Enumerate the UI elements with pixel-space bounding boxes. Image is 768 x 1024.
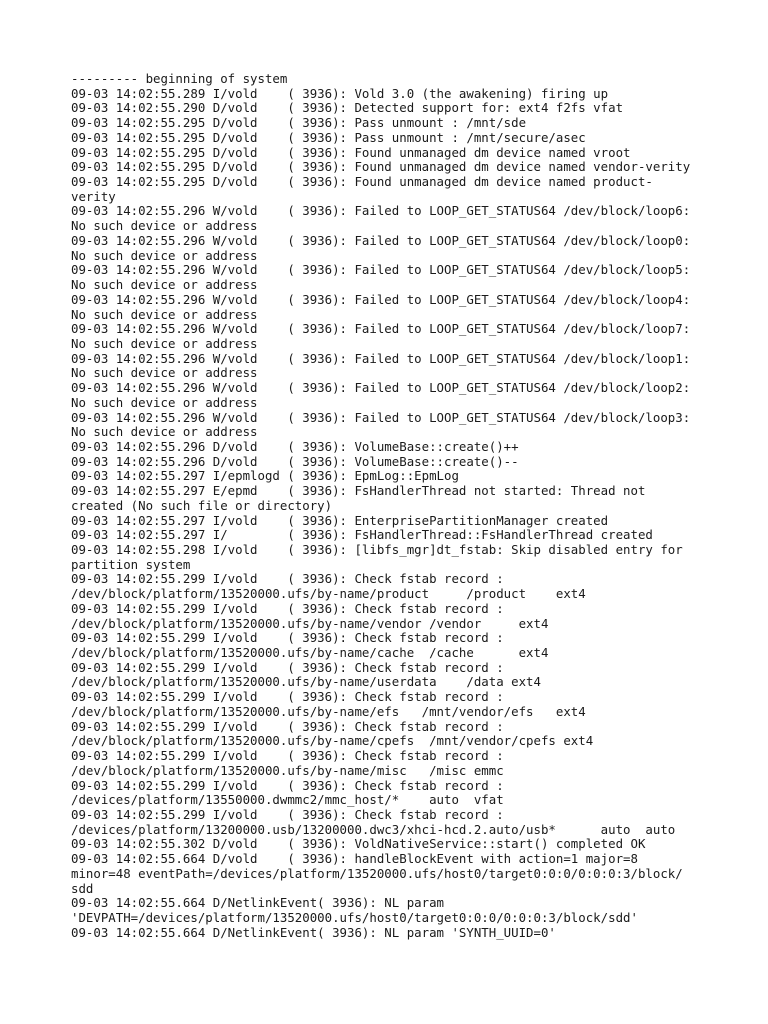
log-line: 09-03 14:02:55.299 I/vold ( 3936): Check fstab record : [71, 806, 504, 822]
log-line: 09-03 14:02:55.299 I/vold ( 3936): Check fstab record : [71, 600, 504, 616]
log-line: 09-03 14:02:55.295 D/vold ( 3936): Found unmanaged dm device named product- [71, 174, 653, 190]
log-line: 09-03 14:02:55.296 W/vold ( 3936): Failed to LOOP_GET_STATUS64 /dev/block/loop4: [71, 291, 691, 307]
log-line: No such device or address [71, 277, 258, 293]
log-line: 09-03 14:02:55.296 W/vold ( 3936): Failed to LOOP_GET_STATUS64 /dev/block/loop6: [71, 203, 691, 219]
log-line: --------- beginning of system [71, 71, 288, 86]
log-line: /dev/block/platform/13520000.ufs/by-name/product /product ext4 [71, 586, 586, 602]
log-line: 09-03 14:02:55.296 W/vold ( 3936): Failed to LOOP_GET_STATUS64 /dev/block/loop3: [71, 409, 691, 425]
log-line: /devices/platform/13550000.dwmmc2/mmc_host/* auto vfat [71, 792, 504, 808]
log-line: 09-03 14:02:55.299 I/vold ( 3936): Check fstab record : [71, 777, 504, 793]
log-line: 09-03 14:02:55.299 I/vold ( 3936): Check fstab record : [71, 630, 504, 646]
log-line: 09-03 14:02:55.296 W/vold ( 3936): Failed to LOOP_GET_STATUS64 /dev/block/loop1: [71, 350, 691, 366]
log-line: No such device or address [71, 394, 258, 410]
log-line: 09-03 14:02:55.295 D/vold ( 3936): Found unmanaged dm device named vroot [71, 144, 631, 160]
log-line: 09-03 14:02:55.664 D/vold ( 3936): handleBlockEvent with action=1 major=8 [71, 851, 638, 867]
log-line: No such device or address [71, 306, 258, 322]
log-line: minor=48 eventPath=/devices/platform/13520000.ufs/host0/target0:0:0/0:0:0:3/block/ [71, 865, 683, 881]
log-line: No such device or address [71, 247, 258, 263]
log-line: 09-03 14:02:55.298 I/vold ( 3936): [libfs_mgr]dt_fstab: Skip disabled entry for [71, 542, 683, 557]
log-line: No such device or address [71, 218, 258, 234]
log-line: No such device or address [71, 424, 258, 440]
log-line: /dev/block/platform/13520000.ufs/by-name/misc /misc emmc [71, 762, 504, 778]
log-line: /dev/block/platform/13520000.ufs/by-name/cpefs /mnt/vendor/cpefs ext4 [71, 733, 594, 749]
log-line: 09-03 14:02:55.296 W/vold ( 3936): Failed to LOOP_GET_STATUS64 /dev/block/loop2: [71, 380, 691, 396]
log-line: 09-03 14:02:55.295 D/vold ( 3936): Pass unmount : /mnt/secure/asec [71, 129, 586, 145]
log-line: 09-03 14:02:55.295 D/vold ( 3936): Pass unmount : /mnt/sde [71, 115, 527, 131]
log-line: 09-03 14:02:55.299 I/vold ( 3936): Check fstab record : [71, 748, 504, 764]
log-line: 'DEVPATH=/devices/platform/13520000.ufs/host0/target0:0:0/0:0:0:3/block/sdd' [71, 909, 638, 925]
log-line: /dev/block/platform/13520000.ufs/by-name/efs /mnt/vendor/efs ext4 [71, 703, 586, 719]
log-line: created (No such file or directory) [71, 497, 333, 513]
log-line: 09-03 14:02:55.289 I/vold ( 3936): Vold 3.0 (the awakening) firing up [71, 85, 609, 101]
log-line: 09-03 14:02:55.296 W/vold ( 3936): Failed to LOOP_GET_STATUS64 /dev/block/loop0: [71, 232, 691, 248]
log-line: 09-03 14:02:55.296 D/vold ( 3936): VolumeBase::create()++ [71, 438, 519, 454]
log-line: 09-03 14:02:55.297 I/ ( 3936): FsHandlerThread::FsHandlerThread created [71, 527, 653, 543]
log-line: 09-03 14:02:55.296 D/vold ( 3936): VolumeBase::create()-- [71, 453, 519, 469]
log-line: 09-03 14:02:55.299 I/vold ( 3936): Check fstab record : [71, 571, 504, 587]
log-line: partition system [71, 556, 191, 572]
log-line: sdd [71, 880, 94, 896]
log-line: 09-03 14:02:55.664 D/NetlinkEvent( 3936): NL param [71, 895, 444, 911]
log-line: 09-03 14:02:55.295 D/vold ( 3936): Found unmanaged dm device named vendor-verity [71, 159, 691, 175]
log-line: 09-03 14:02:55.299 I/vold ( 3936): Check fstab record : [71, 718, 504, 734]
log-line: verity [71, 188, 116, 204]
log-line: 09-03 14:02:55.297 I/vold ( 3936): EnterprisePartitionManager created [71, 512, 609, 528]
log-line: /dev/block/platform/13520000.ufs/by-name/cache /cache ext4 [71, 645, 549, 661]
log-line: 09-03 14:02:55.297 E/epmd ( 3936): FsHandlerThread not started: Thread not [71, 483, 646, 499]
log-line: No such device or address [71, 335, 258, 351]
log-line: /devices/platform/13200000.usb/13200000.dwc3/xhci-hcd.2.auto/usb* auto auto [71, 821, 676, 837]
log-text-block [71, 72, 711, 940]
log-line: 09-03 14:02:55.299 I/vold ( 3936): Check fstab record : [71, 689, 504, 705]
log-line: No such device or address [71, 365, 258, 381]
log-line: 09-03 14:02:55.299 I/vold ( 3936): Check fstab record : [71, 659, 504, 675]
log-document [71, 72, 711, 940]
log-line: 09-03 14:02:55.297 I/epmlogd ( 3936): EpmLog::EpmLog [71, 468, 459, 484]
log-line: 09-03 14:02:55.664 D/NetlinkEvent( 3936): NL param 'SYNTH_UUID=0' [71, 924, 556, 940]
log-line: /dev/block/platform/13520000.ufs/by-name/vendor /vendor ext4 [71, 615, 549, 631]
log-line: /dev/block/platform/13520000.ufs/by-name/userdata /data ext4 [71, 674, 541, 690]
log-line: 09-03 14:02:55.296 W/vold ( 3936): Failed to LOOP_GET_STATUS64 /dev/block/loop7: [71, 321, 691, 337]
log-line: 09-03 14:02:55.296 W/vold ( 3936): Failed to LOOP_GET_STATUS64 /dev/block/loop5: [71, 262, 691, 278]
log-line: 09-03 14:02:55.302 D/vold ( 3936): VoldNativeService::start() completed OK [71, 836, 646, 852]
log-line: 09-03 14:02:55.290 D/vold ( 3936): Detected support for: ext4 f2fs vfat [71, 100, 624, 116]
